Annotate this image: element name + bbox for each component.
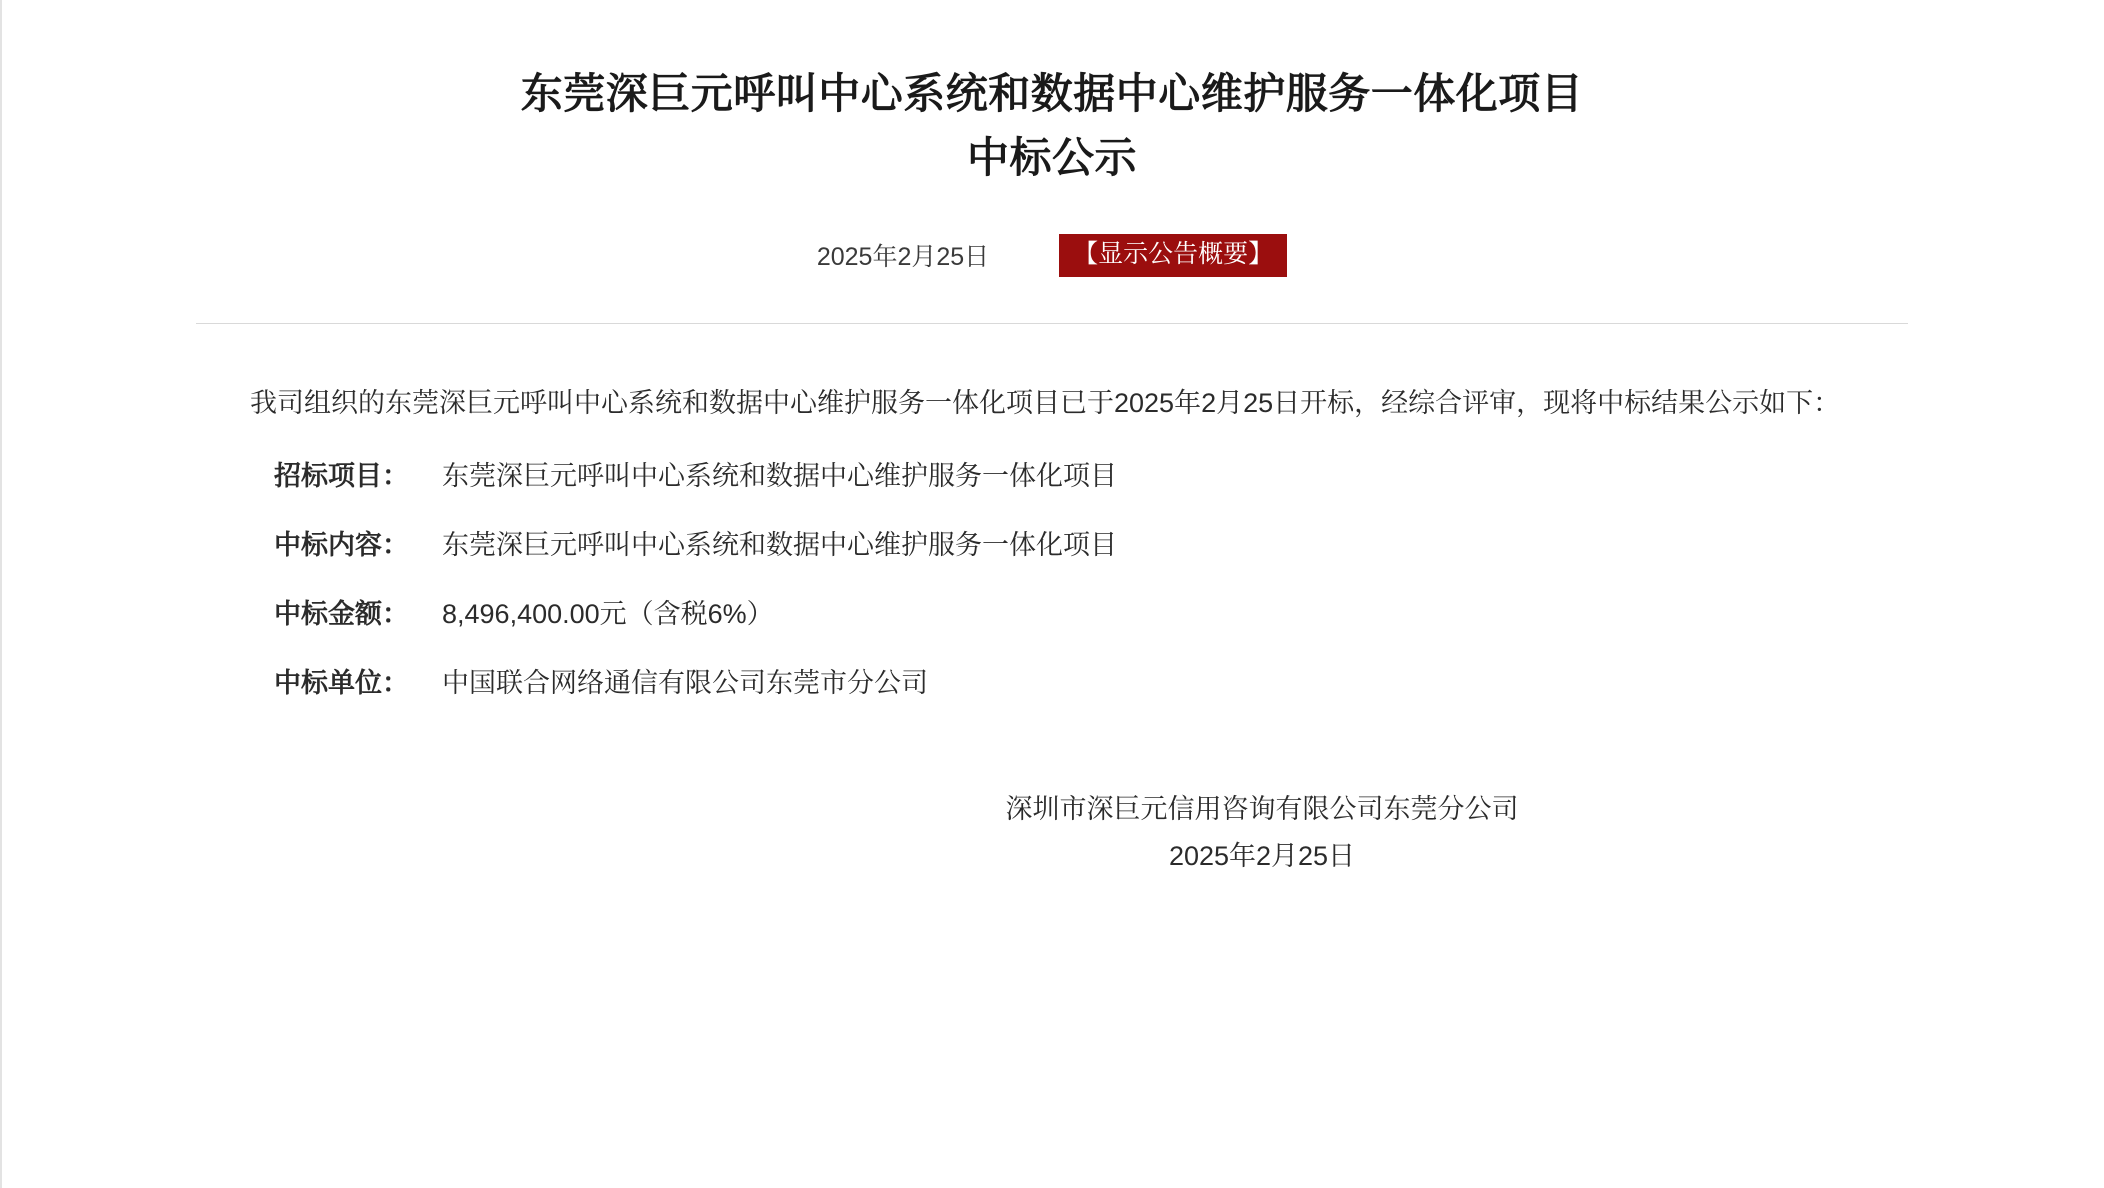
show-summary-button[interactable]: 【显示公告概要】 <box>1059 234 1287 277</box>
field-row <box>196 523 1908 562</box>
field-label: 中标单位： <box>274 667 409 698</box>
field-value: 东莞深巨元呼叫中心系统和数据中心维护服务一体化项目 <box>442 529 1117 560</box>
field-value: 8,496,400.00元（含税6%） <box>442 598 774 629</box>
page-left-edge-rule <box>0 0 2 1188</box>
header-divider <box>196 323 1908 324</box>
field-row <box>196 592 1908 631</box>
field-label: 招标项目： <box>274 460 409 491</box>
page-title-line-2: 中标公示 <box>966 133 1137 181</box>
signature-block <box>196 786 1908 881</box>
document-meta-row <box>196 234 1908 277</box>
intro-paragraph: 我司组织的东莞深巨元呼叫中心系统和数据中心维护服务一体化项目已于2025年2月25日开标，经综合评审，现将中标结果公示如下： <box>250 387 1841 418</box>
field-label: 中标内容： <box>274 529 409 560</box>
page-title <box>332 62 1772 190</box>
signature-date: 2025年2月25日 <box>1168 840 1356 871</box>
field-row <box>196 454 1908 493</box>
page-title-line-1: 东莞深巨元呼叫中心系统和数据中心维护服务一体化项目 <box>520 70 1584 117</box>
field-value: 中国联合网络通信有限公司东莞市分公司 <box>442 667 928 698</box>
signature-organization: 深圳市深巨元信用咨询有限公司东莞分公司 <box>1005 793 1519 824</box>
result-fields <box>196 454 1908 700</box>
intro-paragraph-block <box>196 374 1908 432</box>
field-row <box>196 661 1908 700</box>
announcement-page <box>196 0 1908 880</box>
publish-date: 2025年2月25日 <box>816 243 990 272</box>
field-label: 中标金额： <box>274 598 409 629</box>
field-value: 东莞深巨元呼叫中心系统和数据中心维护服务一体化项目 <box>442 460 1117 491</box>
